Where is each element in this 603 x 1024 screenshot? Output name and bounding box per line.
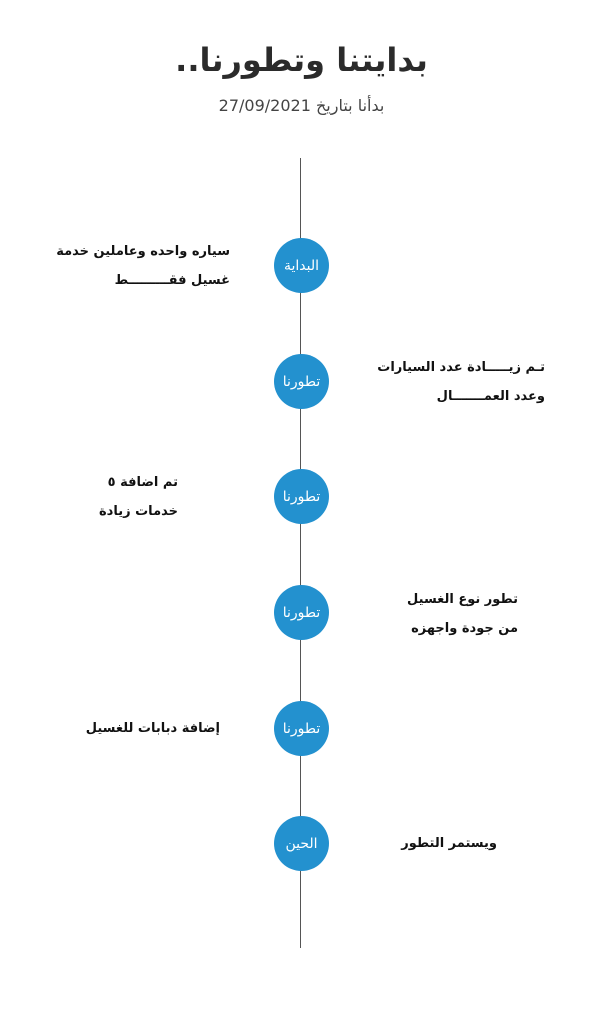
milestone-description-line: تم اضافة ٥ (107, 475, 178, 490)
page-title: بدايتنا وتطورنا.. (175, 41, 428, 79)
milestone-circle-start (274, 238, 329, 293)
milestone-label: تطورنا (282, 488, 321, 505)
milestone-description-line: سياره واحده وعاملين خدمة (56, 244, 230, 259)
milestone-description-line: تـم زيـــــادة عدد السيارات (377, 360, 545, 375)
milestone-description (20, 237, 230, 295)
milestone-label: تطورنا (282, 604, 321, 621)
milestone-circle-growth (274, 469, 329, 524)
milestone-description-line: من جودة واجهزه (411, 621, 518, 636)
milestone-description (308, 585, 518, 643)
milestone-description (0, 468, 178, 526)
milestone-label: البداية (283, 257, 320, 274)
milestone-circle-growth (274, 354, 329, 409)
milestone-description (10, 714, 220, 743)
milestone-description (335, 353, 545, 411)
page-subtitle: بدأنا بتاريخ 27/09/2021 (218, 96, 385, 115)
milestone-label: الحين (285, 835, 318, 852)
milestone-description-line: خدمات زيادة (99, 504, 178, 519)
milestone-description (287, 829, 497, 858)
milestone-description-line: تطور نوع الغسيل (407, 592, 518, 607)
milestone-description-line: غسيل فقـــــــــط (114, 273, 230, 288)
milestone-label: تطورنا (282, 373, 321, 390)
milestone-label: تطورنا (282, 720, 321, 737)
milestone-circle-growth (274, 701, 329, 756)
milestone-description-line: ويستمر التطور (401, 836, 497, 851)
milestone-description-line: إضافة دبابات للغسيل (85, 721, 220, 736)
milestone-description-line: وعدد العمـــــــال (436, 389, 545, 404)
